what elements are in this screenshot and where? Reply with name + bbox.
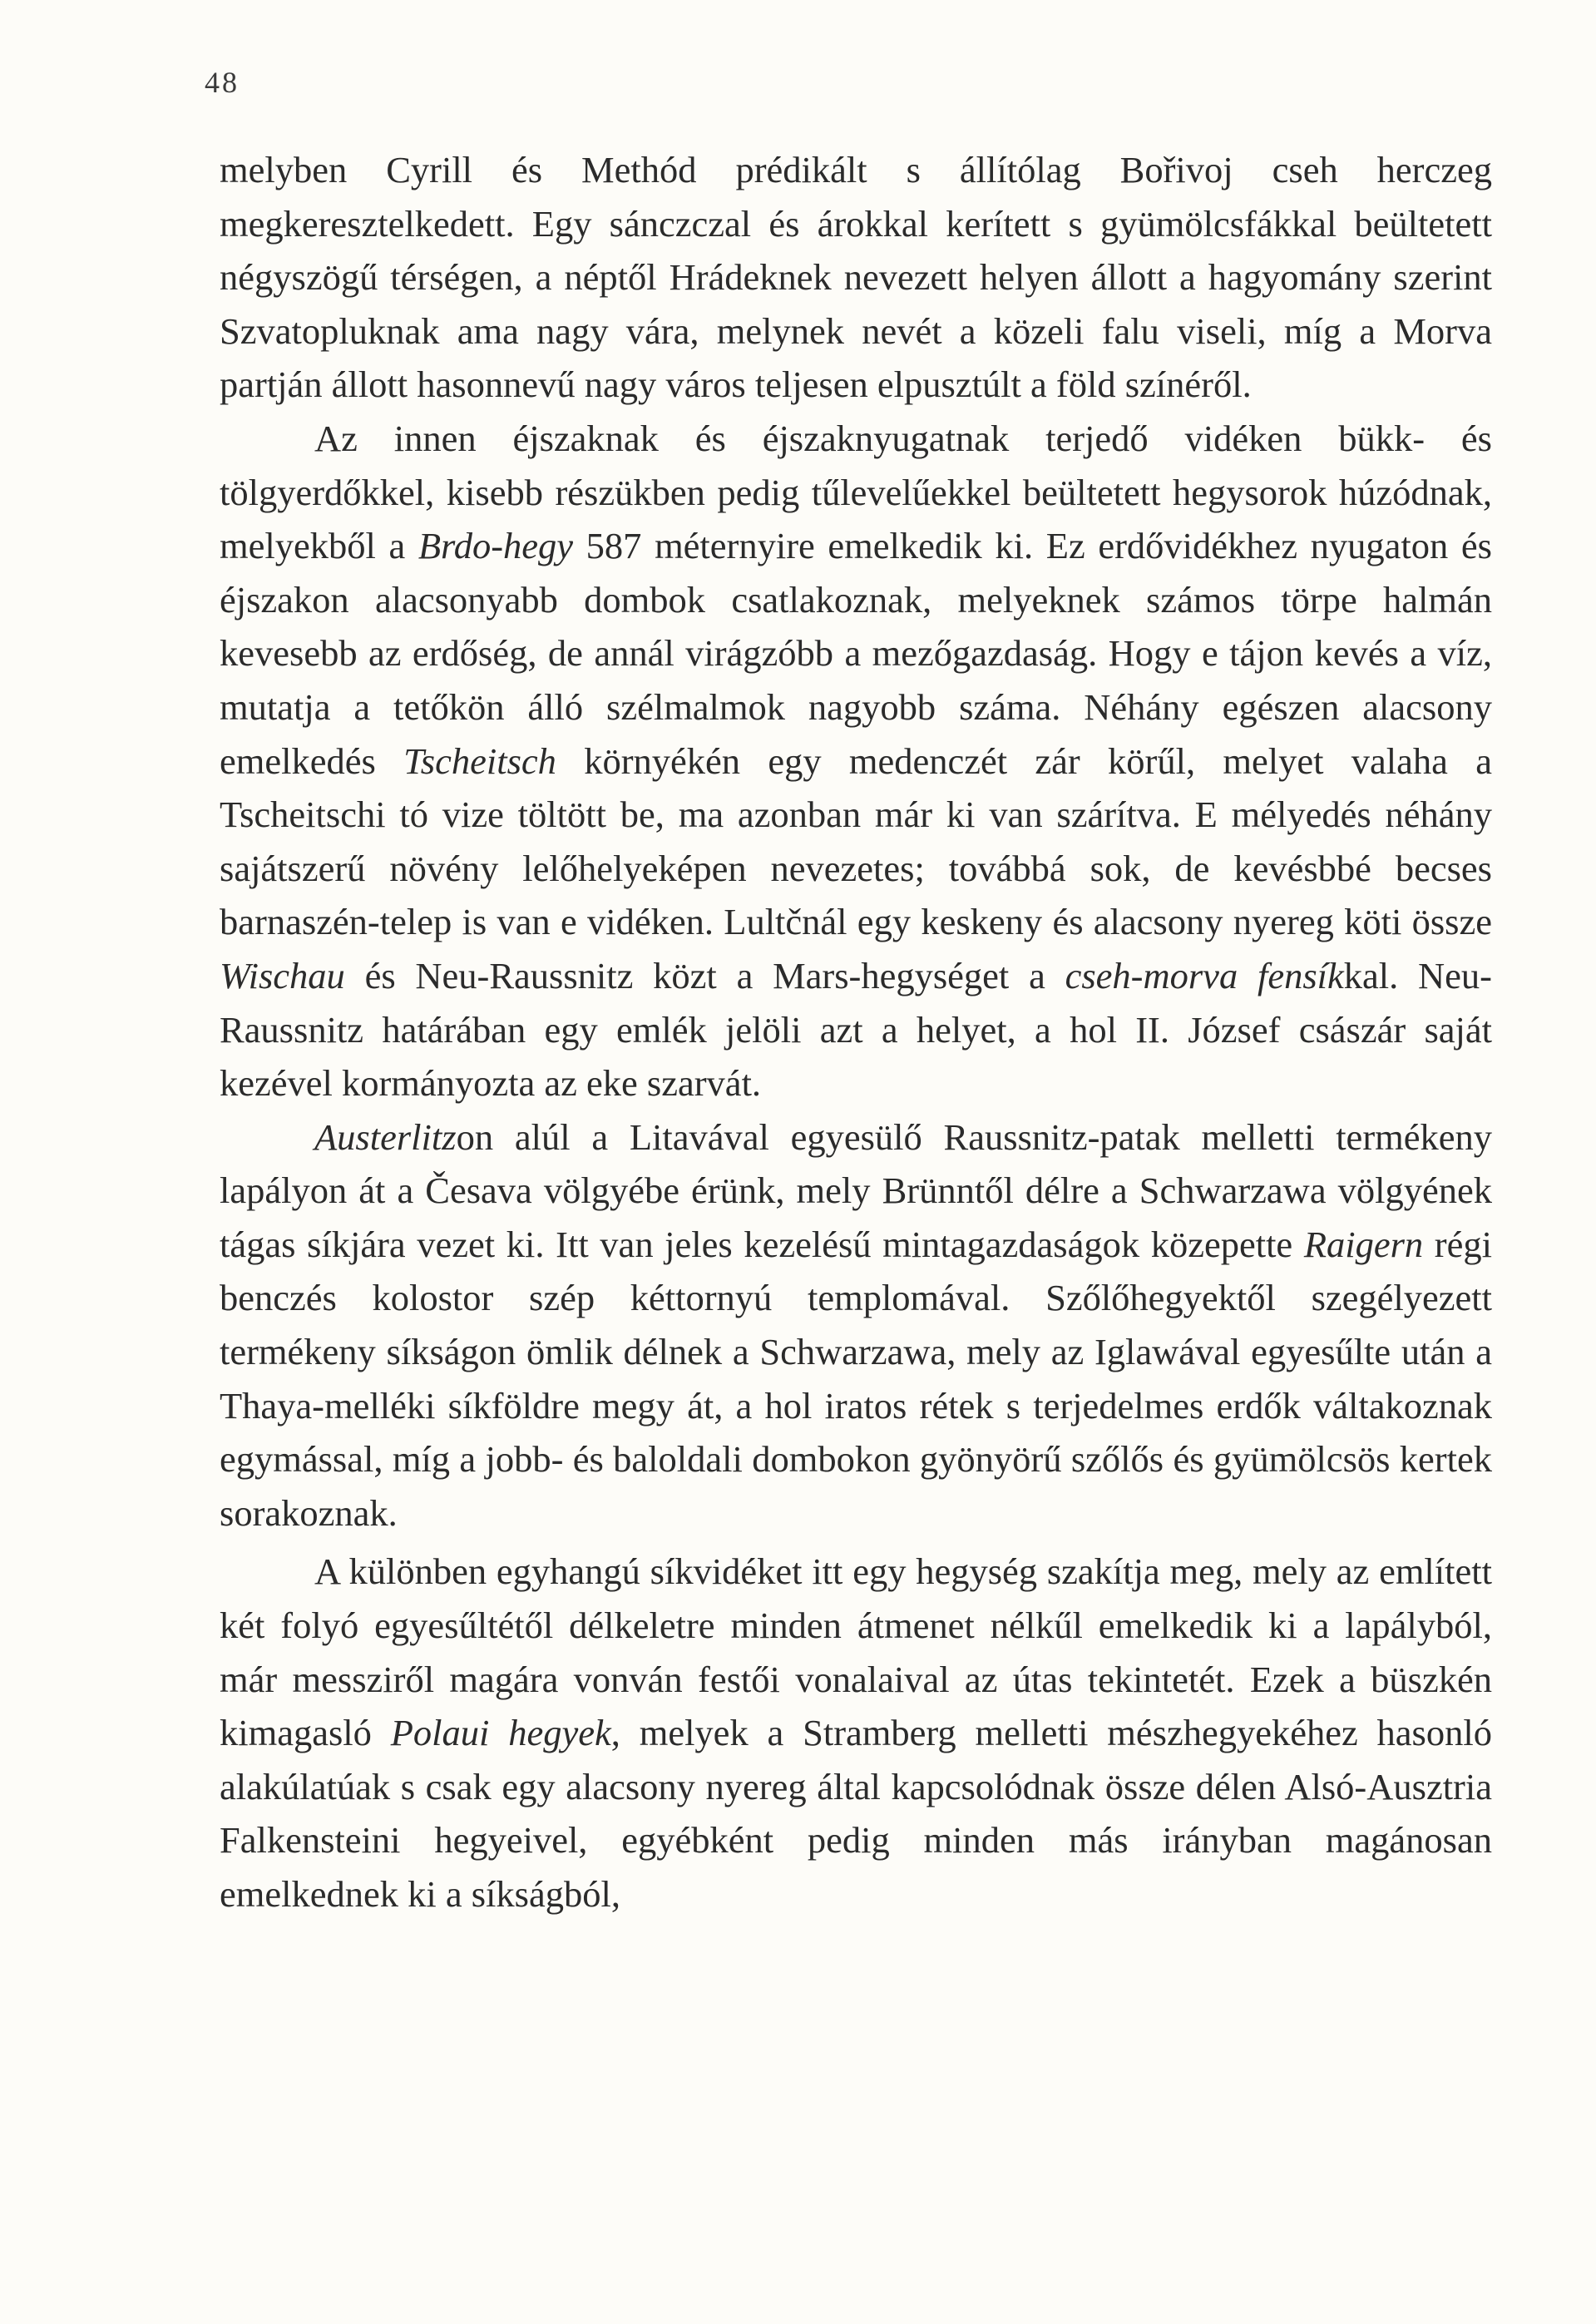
place-name-wischau: Wischau (220, 954, 345, 996)
text-segment: kal. Neu-Raussnitz határában egy emlék jelöli azt a helyet, a hol II. József császár saját kezével kormányozta az eke szarvát. (220, 954, 1492, 1105)
place-name-austerlitz: Austerlitz (314, 1115, 457, 1158)
paragraph-4 (220, 1545, 1492, 1921)
text-segment: A különben egyhangú síkvidéket itt egy hegység szakítja meg, mely az említett két folyó egyesűltétől délkeletre minden átmenet nélkűl emelkedik ki a lapályból, már messziről magára vonván festői vonalaival az útas tekintetét. Ezek a büszkén kimagasló (220, 1550, 1492, 1754)
text-segment: on alúl a Litavával egyesülő Raussnitz-patak melletti termékeny lapályon át a Česava völgyébe érünk, mely Brünntől délre a Schwarzawa völgyének tágas síkjára vezet ki. Itt van jeles kezelésű mintagazdaságok közepette (220, 1115, 1492, 1265)
paragraph-2 (220, 412, 1492, 1110)
place-name-brdo-hegy: Brdo-hegy (418, 525, 574, 567)
text-segment: környékén egy medenczét zár körűl, melyet valaha a Tscheitschi tó vize töltött be, ma azonban már ki van szárítva. E mélyedés néhány sajátszerű növény lelőhelyeképen nevezetes; továbbá sok, de kevésbbé becses barnaszén-telep is van e vidéken. Lultčnál egy keskeny és alacsony nyereg köti össze (220, 739, 1492, 943)
text-segment: régi benczés kolostor szép kéttornyú templomával. Szőlőhegyektől szegélyezett termékeny síkságon ömlik délnek a Schwarzawa, mely az Iglawával egyesűlte után a Thaya-melléki síkföldre megy át, a hol iratos rétek s terjedelmes erdők váltakoznak egymással, míg a jobb- és baloldali dombokon gyönyörű szőlős és gyümölcsös kertek sorakoznak. (220, 1223, 1492, 1534)
place-name-polaui-hegyek: Polaui hegyek (390, 1712, 611, 1754)
paragraph-1 (220, 143, 1492, 412)
body-text (220, 143, 1492, 1921)
place-name-raigern: Raigern (1303, 1223, 1424, 1265)
page-number: 48 (205, 66, 240, 99)
text-segment: és Neu-Raussnitz közt a Mars-hegységet a (344, 954, 1065, 996)
paragraph-3 (220, 1110, 1492, 1540)
text-segment: melyben Cyrill és Methód prédikált s állítólag Bořivoj cseh herczeg megkeresztelkedett. Egy sánczczal és árokkal kerített s gyümölcsfákkal beültetett négyszögű térségen, a néptől Hrádeknek nevezett helyen állott a hagyomány szerint Szvatopluknak ama nagy vára, melynek nevét a közeli falu viseli, míg a Morva partján állott hasonnevű nagy város teljesen elpusztúlt a föld színéről. (220, 149, 1492, 406)
text-segment: , melyek a Stramberg melletti mészhegyekéhez hasonló alakúlatúak s csak egy alacsony nyereg által kapcsolódnak össze délen Alsó-Ausztria Falkensteini hegyeivel, egyébként pedig minden más irányban magánosan emelkednek ki a síkságból, (220, 1712, 1492, 1915)
text-segment: 587 méternyire emelkedik ki. Ez erdővidékhez nyugaton és éjszakon alacsonyabb dombok csatlakoznak, melyeknek számos törpe halmán kevesebb az erdőség, de annál virágzóbb a mezőgazdaság. Hogy e tájon kevés a víz, mutatja a tetőkön álló szélmalmok nagyobb száma. Néhány egészen alacsony emelkedés (220, 525, 1492, 782)
text-segment: Az innen éjszaknak és éjszaknyugatnak terjedő vidéken bükk- és tölgyerdőkkel, kisebb részükben pedig tűlevelűekkel beültetett hegysorok húzódnak, melyekből a (220, 417, 1492, 567)
place-name-cseh-morva-fensik: cseh-morva fensík (1065, 954, 1344, 996)
place-name-tscheitsch: Tscheitsch (403, 739, 556, 782)
